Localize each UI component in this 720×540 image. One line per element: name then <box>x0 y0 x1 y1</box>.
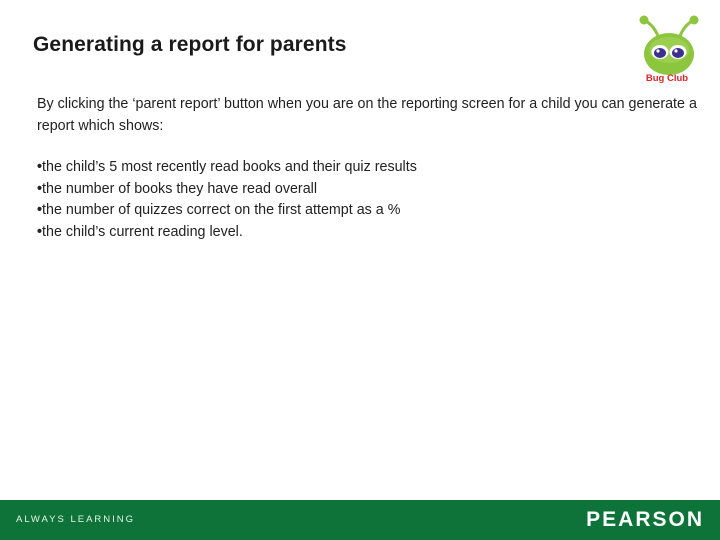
bullet-icon: • <box>37 180 43 197</box>
slide-body <box>37 94 697 243</box>
intro-paragraph: By clicking the ‘parent report’ button when you are on the reporting screen for a child you can generate a report which shows: <box>37 96 697 134</box>
pearson-logo: PEARSON <box>586 508 704 531</box>
bullet-icon: • <box>37 159 43 175</box>
footer-tagline: ALWAYS LEARNING <box>16 514 136 525</box>
bullet-text: the child’s 5 most recently read books and their quiz results <box>42 159 417 175</box>
bullet-item <box>37 179 697 201</box>
bullet-text: the number of quizzes correct on the first attempt as a % <box>42 202 401 218</box>
bullet-list <box>37 157 697 243</box>
bullet-item <box>37 157 697 179</box>
bullet-text: the number of books they have read overall <box>42 180 318 197</box>
logo-text: Bug Club <box>645 73 689 84</box>
slide-title: Generating a report for parents <box>33 33 347 56</box>
footer-bar <box>0 500 720 540</box>
bullet-text: the child’s current reading level. <box>42 223 243 240</box>
bullet-icon: • <box>37 223 43 240</box>
bullet-item <box>37 200 697 222</box>
bullet-item <box>37 222 697 244</box>
bullet-icon: • <box>37 202 43 218</box>
